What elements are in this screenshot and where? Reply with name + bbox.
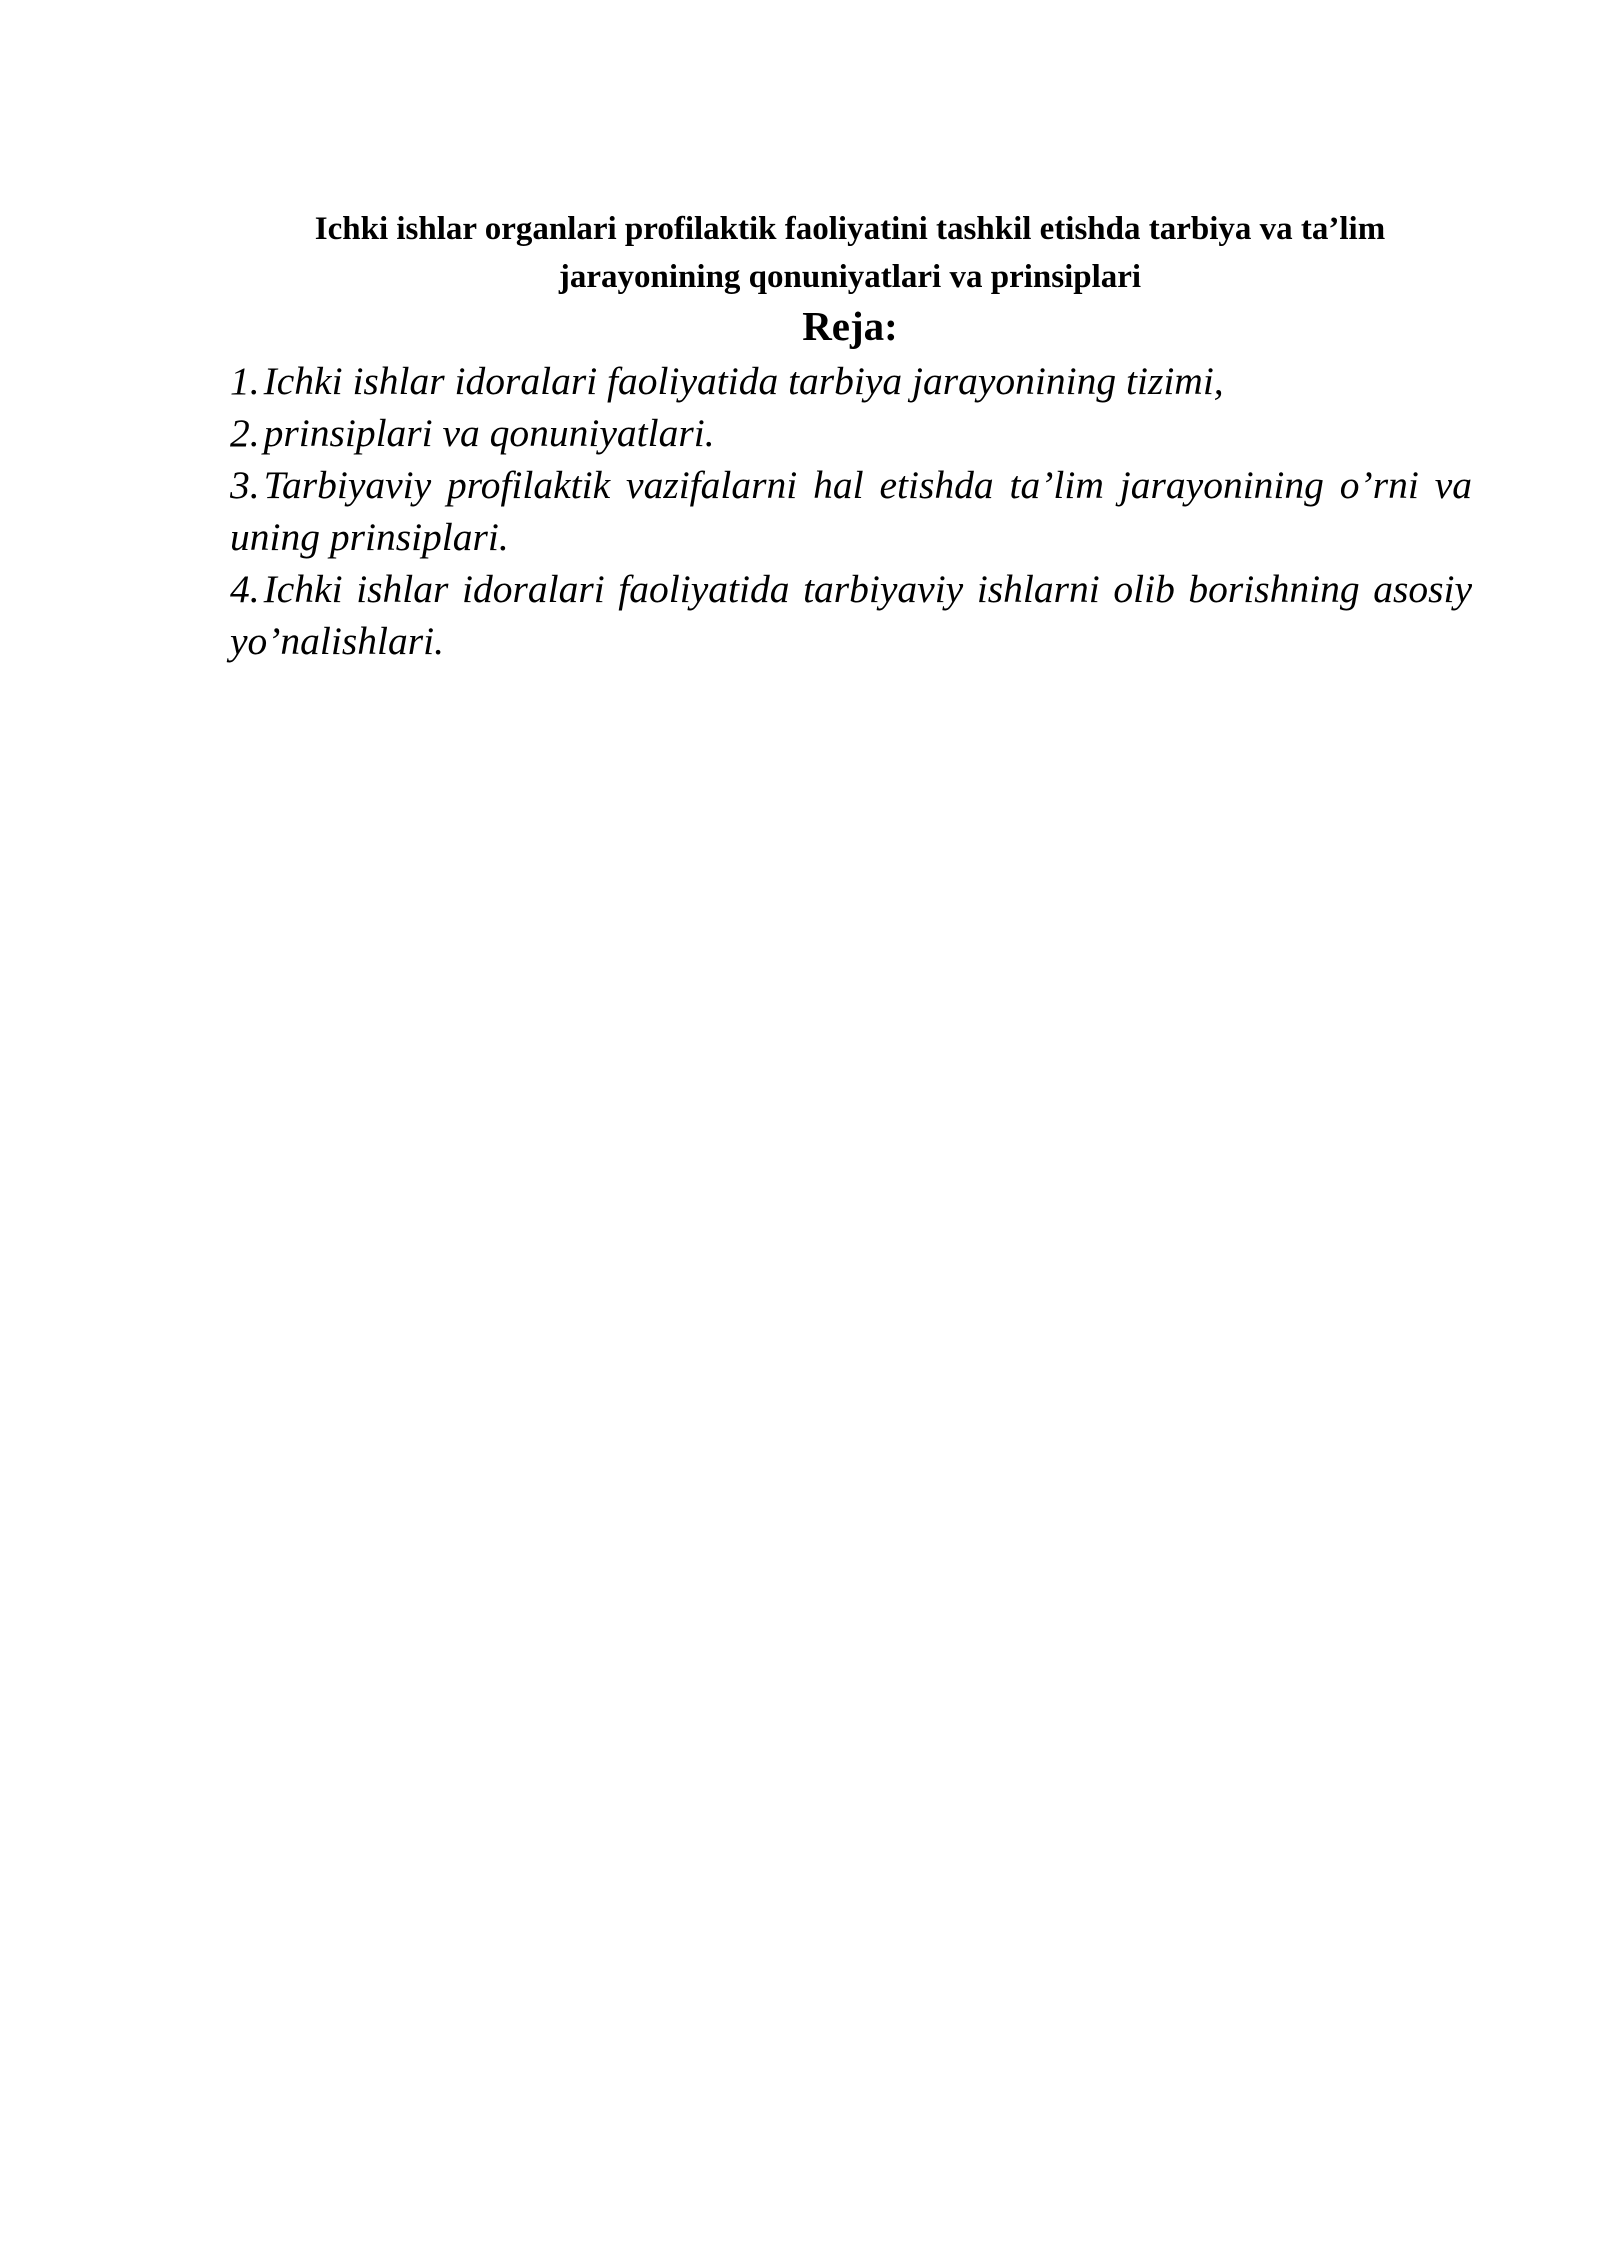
plan-item-number: 3.: [230, 463, 260, 507]
plan-item: [230, 407, 1472, 459]
title-line-1: Ichki ishlar organlari profilaktik faoliyatini tashkil etishda tarbiya va ta’lim: [314, 211, 1386, 247]
plan-item-text: Ichki ishlar idoralari faoliyatida tarbiyaviy ishlarni olib borishning asosiy yo’nalishlari.: [230, 567, 1472, 663]
plan-item: [230, 355, 1472, 407]
plan-item-text: Tarbiyaviy profilaktik vazifalarni hal etishda ta’lim jarayonining o’rni va uning prinsiplari.: [230, 463, 1472, 559]
plan-heading: Reja:: [802, 303, 898, 349]
plan-item: [230, 563, 1472, 667]
title-line-2: jarayonining qonuniyatlari va prinsiplari: [558, 259, 1142, 295]
plan-item-text: prinsiplari va qonuniyatlari.: [263, 411, 715, 455]
plan-item-number: 1.: [230, 359, 260, 403]
document-title: [225, 205, 1475, 301]
plan-item-number: 2.: [230, 411, 260, 455]
plan-item-number: 4.: [230, 567, 260, 611]
plan-item-text: Ichki ishlar idoralari faoliyatida tarbiya jarayonining tizimi,: [263, 359, 1224, 403]
plan-item: [230, 459, 1472, 563]
plan-list: [230, 355, 1472, 667]
